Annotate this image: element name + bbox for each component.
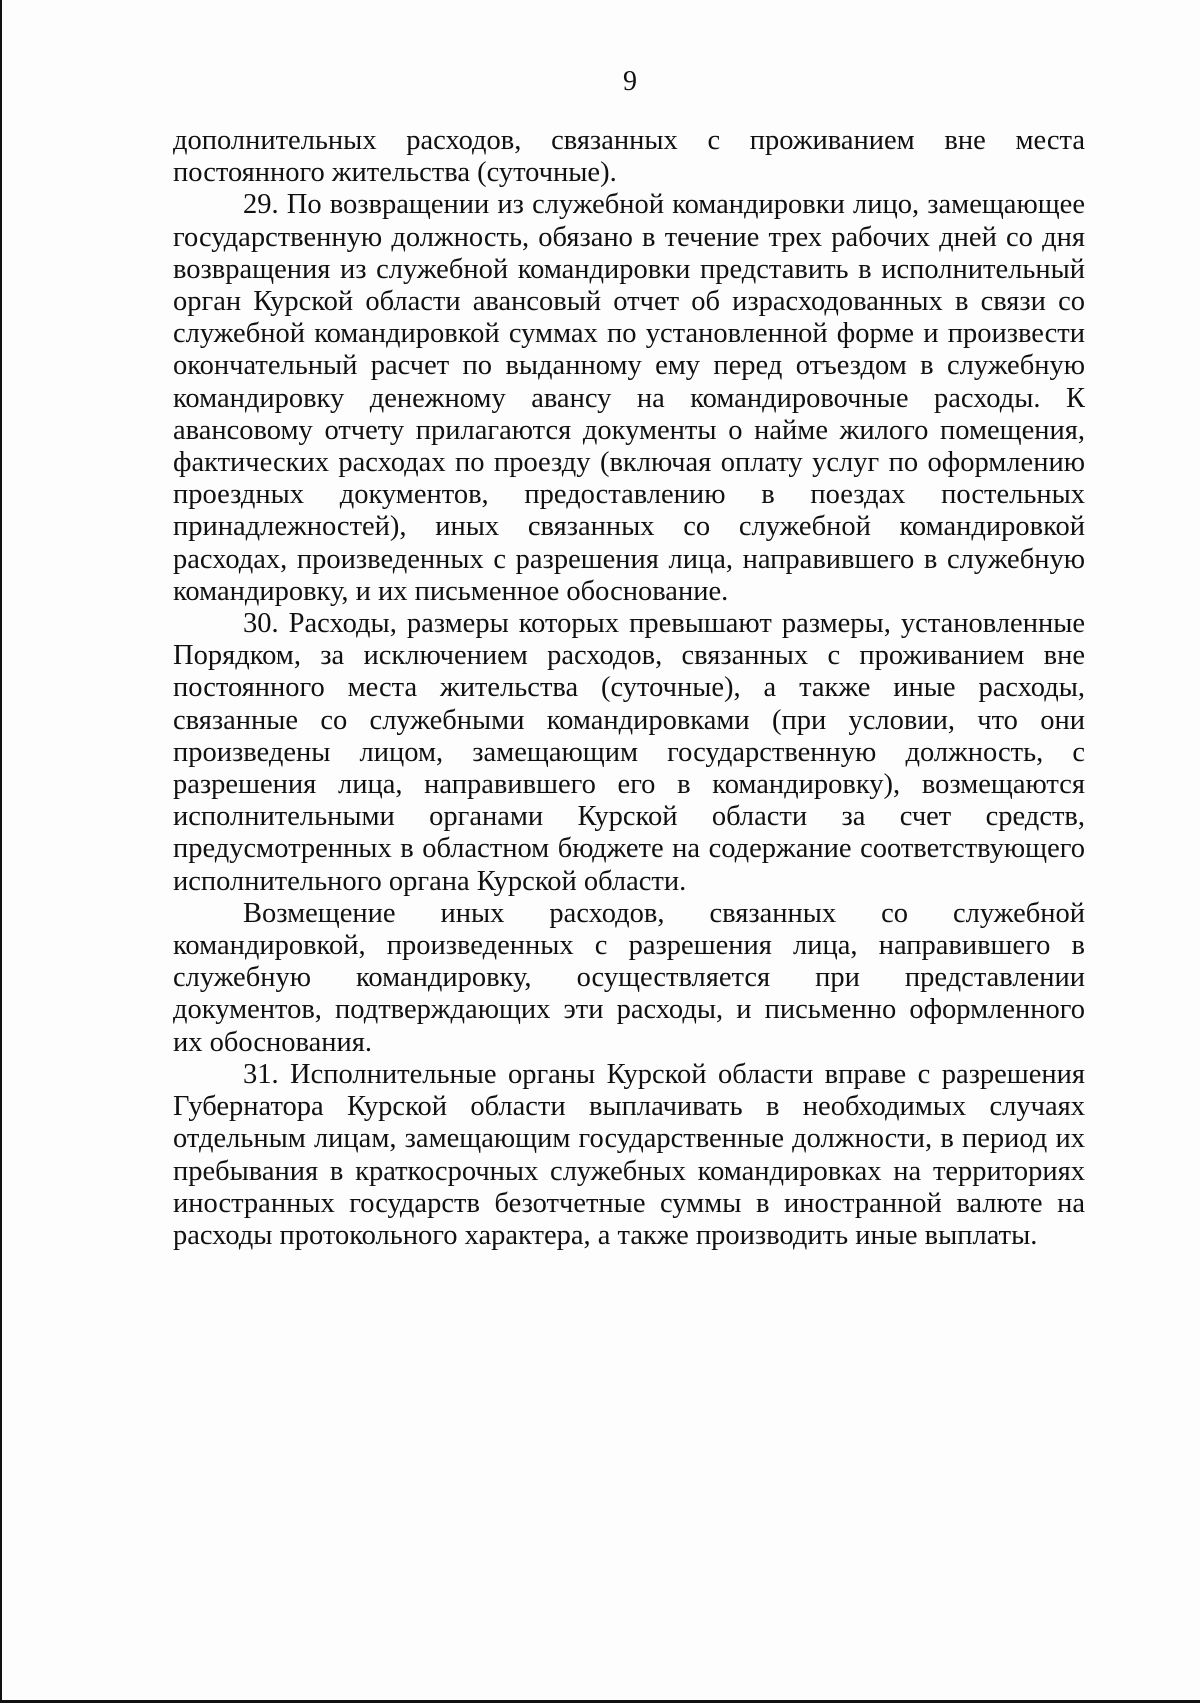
paragraph-30: 30. Расходы, размеры которых превышают размеры, установленные Порядком, за исключением расходов, связанных с проживанием вне постоянного места жительства (суточные), а также иные расходы, связанные со служебными командировками (при условии, что они произведены лицом, замещающим государственную должность, с разрешения лица, направившего его в командировку), возмещаются исполнительными органами Курской области за счет средств, предусмотренных в областном бюджете на содержание соответствующего исполнительного органа Курской области. (173, 608, 1085, 897)
paragraph-29: 29. По возвращении из служебной командировки лицо, замещающее государственную должность, обязано в течение трех рабочих дней со дня возвращения из служебной командировки представить в исполнительный орган Курской области авансовый отчет об израсходованных в связи со служебной командировкой суммах по установленной форме и произвести окончательный расчет по выданному ему перед отъездом в служебную командировку денежному авансу на командировочные расходы. К авансовому отчету прилагаются документы о найме жилого помещения, фактических расходах по проезду (включая оплату услуг по оформлению проездных документов, предоставлению в поездах постельных принадлежностей), иных связанных со служебной командировкой расходах, произведенных с разрешения лица, направившего в служебную командировку, и их письменное обоснование. (173, 189, 1085, 607)
paragraph-continuation: дополнительных расходов, связанных с проживанием вне места постоянного жительства (суточные). (173, 125, 1085, 189)
page-number: 9 (623, 66, 637, 97)
scan-left-edge (0, 0, 2, 1703)
paragraph-30-reimbursement: Возмещение иных расходов, связанных со служебной командировкой, произведенных с разрешения лица, направившего в служебную командировку, осуществляется при представлении документов, подтверждающих эти расходы, и письменно оформленного их обоснования. (173, 897, 1085, 1058)
paragraph-31: 31. Исполнительные органы Курской области вправе с разрешения Губернатора Курской области выплачивать в необходимых случаях отдельным лицам, замещающим государственные должности, в период их пребывания в краткосрочных служебных командировках на территориях иностранных государств безотчетные суммы в иностранной валюте на расходы протокольного характера, а также производить иные выплаты. (173, 1058, 1085, 1251)
document-body (173, 125, 1085, 1252)
